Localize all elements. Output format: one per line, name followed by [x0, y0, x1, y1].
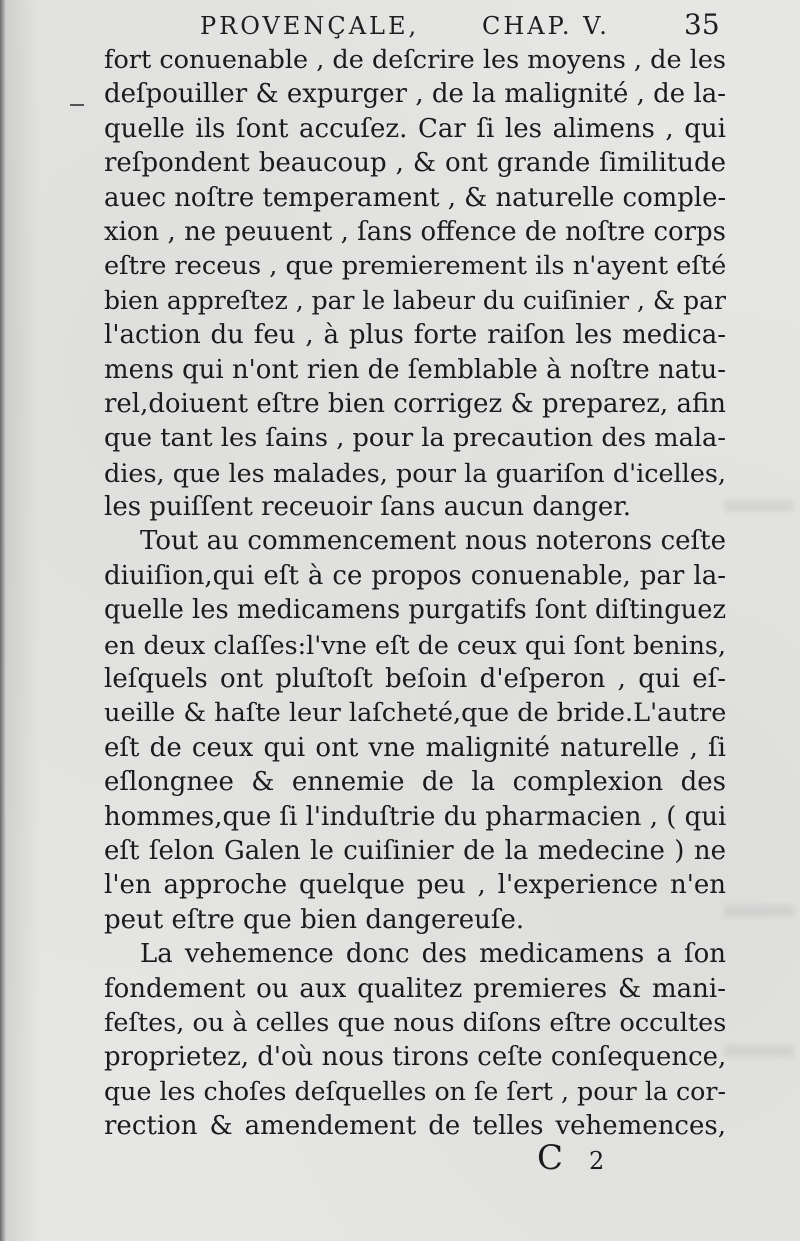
- page-number: 35: [684, 8, 720, 41]
- text-line: Tout au commencement nous noterons ceſte: [140, 526, 726, 557]
- text-line: leſquels ont pluſtoſt beſoin d'eſperon , qui eſ-: [104, 664, 726, 695]
- running-head: [200, 6, 720, 46]
- text-line: auec noſtre temperament , & naturelle comple-: [104, 182, 727, 213]
- body-text: [104, 43, 726, 1144]
- text-line: diuiſion,qui eſt à ce propos conuenable, par la-: [104, 560, 726, 591]
- text-line: rel,doiuent eſtre bien corrigez & preparez, afin: [104, 388, 726, 419]
- text-line: eſlongnee & ennemie de la complexion des: [104, 767, 726, 798]
- text-line: rection & amendement de telles vehemences,: [104, 1111, 726, 1142]
- text-line: xion , ne peuuent , ſans offence de noſtre corps: [104, 216, 726, 247]
- show-through-smudge: [724, 1045, 794, 1057]
- text-line: quelle les medicamens purgatifs ſont diſtinguez: [104, 595, 726, 626]
- text-line: bien appreſtez , par le labeur du cuiſinier , & par: [104, 285, 726, 315]
- text-line: que tant les ſains , pour la precaution des mala-: [104, 423, 726, 454]
- text-line: eſt ſelon Galen le cuiſinier de la medecine ) ne: [104, 835, 726, 866]
- page-gutter-shadow: [0, 0, 6, 1241]
- running-head-chapter: CHAP. V.: [482, 12, 610, 40]
- text-line: eſtre receus , que premierement ils n'ayent eſté: [104, 251, 727, 282]
- text-line: eſt de ceux qui ont vne malignité naturelle , ſi: [104, 732, 726, 763]
- text-line: l'en approche quelque peu , l'experience n'en: [104, 870, 726, 901]
- signature-number: 2: [589, 1147, 605, 1175]
- text-line: feſtes, ou à celles que nous diſons eſtre occultes: [104, 1007, 727, 1038]
- text-line: peut eſtre que bien dangereuſe.: [104, 904, 525, 935]
- text-line: proprietez, d'où nous tirons ceſte conſequence,: [104, 1042, 727, 1073]
- text-line: les puiſſent receuoir ſans aucun danger.: [104, 492, 632, 523]
- text-line: fort conuenable , de deſcrire les moyens , de les: [104, 45, 726, 75]
- paragraph-2: [104, 524, 726, 937]
- text-line: reſpondent beaucoup , & ont grande ſimilitude: [104, 148, 726, 179]
- text-line: La vehemence donc des medicamens a ſon: [140, 939, 726, 970]
- signature-letter: C: [537, 1138, 564, 1178]
- text-line: en deux claſſes:l'vne eſt de ceux qui ſont benins,: [104, 629, 726, 660]
- text-line: deſpouiller & expurger , de la malignité , de la-: [104, 79, 726, 110]
- show-through-smudge: [724, 500, 794, 512]
- paragraph-3: [104, 937, 726, 1143]
- show-through-smudge: [724, 905, 794, 917]
- text-line: l'action du feu , à plus forte raiſon les medica-: [104, 320, 726, 351]
- text-line: fondement ou aux qualitez premieres & mani-: [104, 973, 726, 1004]
- margin-mark: [70, 104, 84, 106]
- signature-mark: [537, 1138, 604, 1178]
- running-head-title: PROVENÇALE,: [200, 12, 420, 40]
- text-line: que les choſes deſquelles on ſe ſert , pour la cor-: [104, 1076, 726, 1106]
- text-line: ueille & haſte leur laſcheté,que de bride.L'autre: [104, 698, 727, 729]
- text-line: mens qui n'ont rien de ſemblable à noſtre natu-: [104, 354, 726, 385]
- text-line: dies, que les malades, pour la guariſon d'icelles,: [104, 457, 726, 488]
- text-line: quelle ils ſont accuſez. Car ſi les alimens , qui: [104, 113, 726, 144]
- text-line: hommes,que ſi l'induſtrie du pharmacien , ( qui: [104, 801, 727, 832]
- paragraph-1: [104, 43, 726, 524]
